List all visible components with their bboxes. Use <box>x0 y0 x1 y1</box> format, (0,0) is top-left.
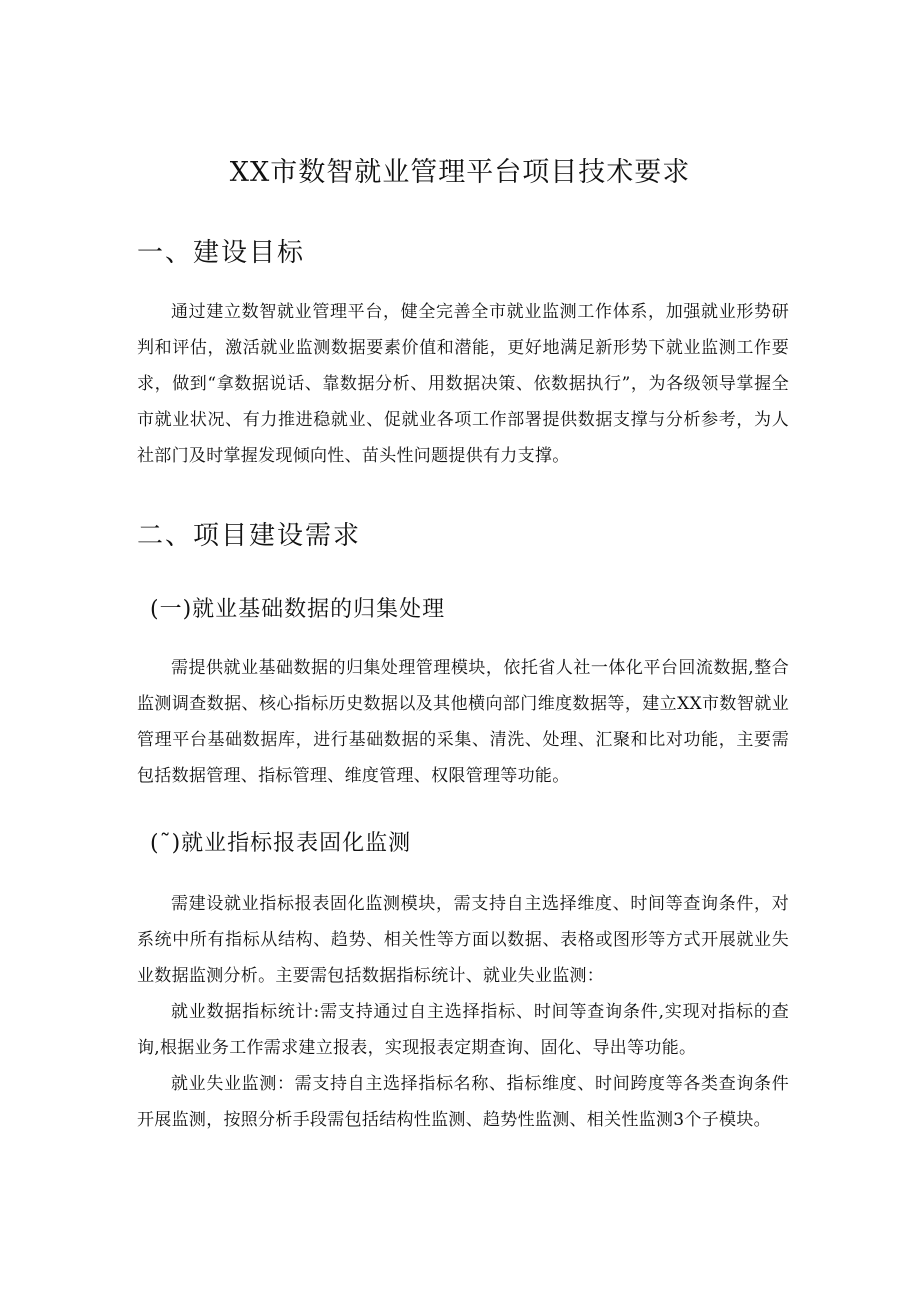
goals-paragraph: 通过建立数智就业管理平台，健全完善全市就业监测工作体系，加强就业形势研判和评估，激活就业监测数据要素价值和潜能，更好地满足新形势下就业监测工作要求，做到“拿数据说话、靠数据分析、用数据决策、依数据执行”，为各级领导掌握全市就业状况、有力推进稳就业、促就业各项工作部署提供数据支撑与分析参考，为人社部门及时掌握发现倾向性、苗头性问题提供有力支撑。 <box>137 302 789 466</box>
section-heading-requirements: 二、项目建设需求 <box>137 521 362 551</box>
unemployment-monitoring-paragraph: 就业失业监测：需支持自主选择指标名称、指标维度、时间跨度等各类查询条件开展监测，按照分析手段需包括结构性监测、趋势性监测、相关性监测3个子模块。 <box>137 1074 789 1130</box>
indicator-monitoring-paragraph: 需建设就业指标报表固化监测模块，需支持自主选择维度、时间等查询条件，对系统中所有指标从结构、趋势、相关性等方面以数据、表格或图形等方式开展就业失业数据监测分析。主要需包括数据指标统计、就业失业监测： <box>137 894 789 986</box>
indicator-statistics-paragraph: 就业数据指标统计:需支持通过自主选择指标、时间等查询条件,实现对指标的查询,根据业务工作需求建立报表，实现报表定期查询、固化、导出等功能。 <box>137 1002 789 1058</box>
subsection-heading-indicator-monitoring: (˜)就业指标报表固化监测 <box>150 831 412 856</box>
subsection-heading-data-collection: (一)就业基础数据的归集处理 <box>150 597 446 622</box>
document-title: XX市数智就业管理平台项目技术要求 <box>229 157 691 188</box>
data-collection-paragraph: 需提供就业基础数据的归集处理管理模块，依托省人社一体化平台回流数据,整合监测调查数据、核心指标历史数据以及其他横向部门维度数据等，建立XX市数智就业管理平台基础数据库，进行基础数据的采集、清洗、处理、汇聚和比对功能，主要需包括数据管理、指标管理、维度管理、权限管理等功能。 <box>137 658 789 786</box>
section-heading-goals: 一、建设目标 <box>137 238 306 268</box>
